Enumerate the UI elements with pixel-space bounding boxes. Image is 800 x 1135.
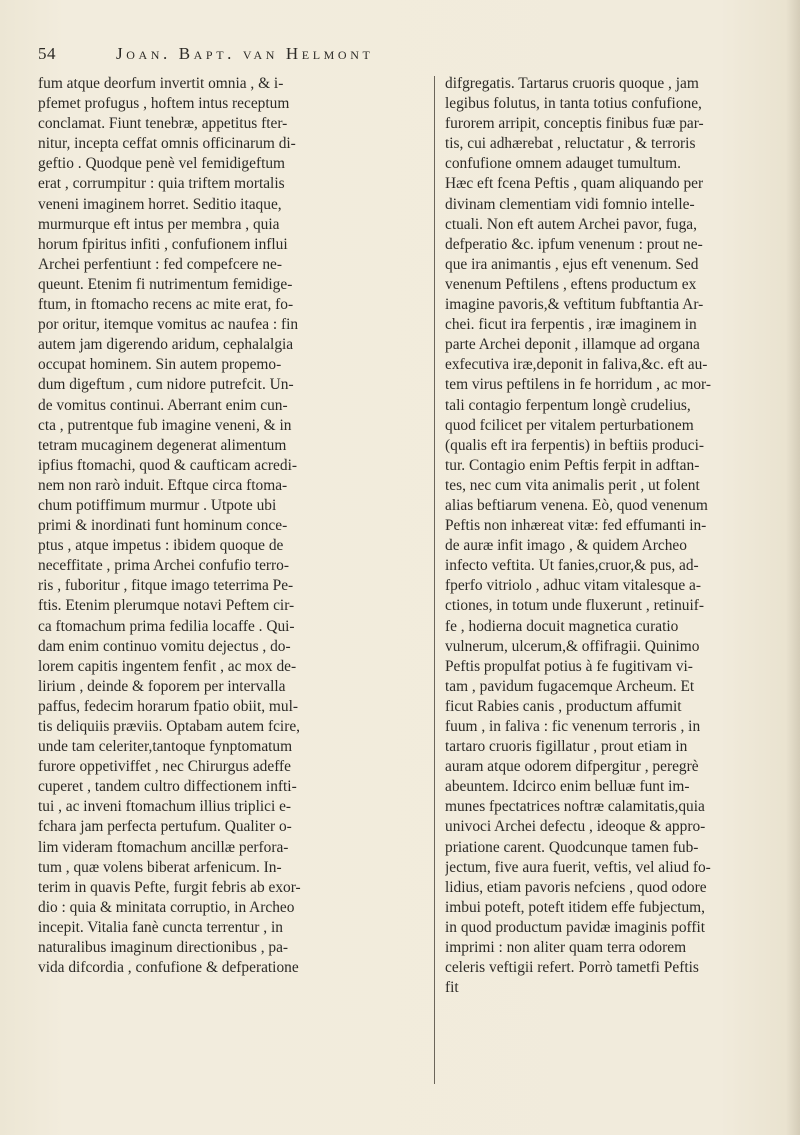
left-text-column (38, 74, 426, 978)
text-line: infecto veftita. Ut fanies,cruor,& pus, ad- (445, 557, 699, 575)
text-line: priatione carent. Quodcunque tamen fub- (445, 838, 699, 856)
text-line: cta , putrentque fub imagine veneni, & in (38, 416, 292, 434)
running-head: Joan. Bapt. van Helmont (116, 44, 374, 63)
text-line: quod fcilicet per vitalem perturbationem (445, 416, 694, 434)
text-line: tis deliquiis præviis. Optabam autem fcire, (38, 718, 301, 735)
text-line: ficut Rabies canis , productum affumit (445, 697, 682, 715)
text-line: Archei perfentiunt : fed compefcere ne- (38, 255, 282, 273)
text-line: murmurque eft intus per membra , quia (38, 215, 280, 233)
text-line: geftio . Quodque penè vel femidigeftum (38, 155, 286, 173)
text-line: nitur, incepta ceffat omnis officinarum di- (38, 135, 296, 153)
text-line: ftum, in ftomacho recens ac mite erat, fo- (38, 296, 294, 314)
text-line: fperfo vitriolo , adhuc vitam vitalesque a- (445, 577, 701, 595)
text-line: munes fpectatrices noftræ calamitatis,quia (445, 798, 705, 816)
text-line: imbui poteft, poteft itidem effe fubjectum, (445, 898, 706, 916)
text-line: tam , pavidum fugacemque Archeum. Et (445, 677, 695, 695)
text-line: ctuali. Non eft autem Archei pavor, fuga, (445, 215, 697, 233)
column-divider (434, 76, 435, 1084)
right-text-column (445, 74, 800, 998)
text-line: in quod productum pavidæ imaginis poffit (445, 918, 706, 936)
text-line: tetram mucaginem degenerat alimentum (38, 436, 287, 454)
text-line: defperatio &c. ipfum venenum : prout ne- (445, 235, 703, 253)
text-line: fum atque deorfum invertit omnia , & i- (38, 75, 284, 92)
text-line: ftis. Etenim plerumque notavi Peftem cir- (38, 597, 295, 615)
text-line: imagine pavoris,& veftitum fubftantia Ar- (445, 296, 704, 314)
text-line: terim in quavis Pefte, furgit febris ab exor- (38, 878, 301, 896)
text-line: furorem arripit, conceptis finibus fuæ par- (445, 115, 704, 133)
text-line: paffus, fedecim horarum fpatio obiit, mul- (38, 697, 299, 715)
text-line: jectum, five aura fuerit, veftis, vel aliud fo- (445, 858, 711, 876)
text-line: parte Archei deponit , illamque ad organa (445, 336, 700, 354)
text-line: ipfius ftomachi, quod & caufticam acredi- (38, 456, 297, 474)
text-line: fchara jam perfecta pertufum. Qualiter o- (38, 818, 292, 836)
text-line: erat , corrumpitur : quia triftem mortalis (38, 175, 285, 193)
text-line: lidius, etiam pavoris nefciens , quod odore (445, 878, 707, 896)
text-line: por oritur, itemque vomitus ac naufea : fin (38, 316, 299, 334)
text-line: chei. ficut ira ferpentis , iræ imaginem in (445, 316, 697, 334)
text-line: (qualis eft ira ferpentis) in beftiis produci- (445, 436, 704, 454)
text-line: tur. Contagio enim Peftis ferpit in adftan- (445, 456, 700, 474)
text-line: vida difcordia , confufione & defperatione (38, 959, 299, 977)
text-line: venenum Peftilens , eftens productum ex (445, 275, 697, 293)
text-line: fe , hodierna docuit magnetica curatio (445, 617, 679, 635)
text-line: fit (445, 979, 459, 997)
text-line: de auræ infit imago , & quidem Archeo (445, 537, 687, 555)
text-line: occupat hominem. Sin autem propemo- (38, 356, 282, 374)
text-line: primi & inordinati funt hominum conce- (38, 517, 288, 535)
text-line: neceffitate , prima Archei confufio terro- (38, 557, 289, 575)
text-line: fuum , in faliva : fic venenum terroris , in (445, 718, 701, 735)
text-line: dam enim continuo vomitu dejectus , do- (38, 637, 291, 655)
text-line: tui , ac inveni ftomachum illius triplici e- (38, 798, 292, 816)
page-number: 54 (38, 44, 56, 63)
text-line: tum , quæ volens biberat arfenicum. In- (38, 858, 282, 876)
text-line: naturalibus imaginum directionibus , pa- (38, 939, 289, 957)
text-line: chum potiffimum murmur . Utpote ubi (38, 496, 277, 514)
text-line: de vomitus continui. Aberrant enim cun- (38, 396, 288, 414)
text-line: univoci Archei defectu , ideoque & appro- (445, 818, 706, 836)
text-line: horum fpiritus infiti , confufionem influi (38, 235, 288, 253)
text-line: ctiones, in totum unde fluxerunt , retinuif- (445, 597, 705, 615)
text-line: legibus folutus, in tanta totius confufione, (445, 95, 702, 113)
page-header (38, 44, 728, 70)
text-line: nem non rarò induit. Eftque circa ftoma- (38, 476, 288, 494)
text-line: ris , fuboritur , fitque imago teterrima Pe- (38, 577, 294, 595)
text-line: tis, cui adhærebat , reluctatur , & terroris (445, 135, 696, 153)
text-line: imprimi : non aliter quam terra odorem (445, 939, 687, 957)
text-line: furore oppetiviffet , nec Chirurgus adeffe (38, 758, 292, 776)
text-line: lirium , deinde & foporem per intervalla (38, 677, 286, 695)
text-line: tem virus peftilens in fe horridum , ac mor- (445, 376, 711, 394)
text-line: abeuntem. Idcirco enim belluæ funt im- (445, 778, 690, 796)
text-line: lorem capitis ingentem fenfit , ac mox de- (38, 657, 297, 675)
text-line: alias beftiarum venena. Eò, quod venenum (445, 496, 708, 514)
text-line: confufione omnem adauget tumultum. (445, 155, 681, 173)
text-line: dio : quia & minitata corruptio, in Archeo (38, 898, 295, 916)
text-line: pfemet profugus , hoftem intus receptum (38, 95, 290, 113)
text-line: difgregatis. Tartarus cruoris quoque , jam (445, 75, 699, 92)
text-line: Hæc eft fcena Peftis , quam aliquando per (445, 175, 704, 193)
text-line: tali contagio ferpentum longè crudelius, (445, 396, 691, 414)
text-line: conclamat. Fiunt tenebræ, appetitus fter- (38, 115, 288, 133)
text-line: tes, nec cum vita animalis perit , ut folent (445, 476, 700, 494)
text-line: ptus , atque impetus : ibidem quoque de (38, 537, 284, 555)
text-line: divinam clementiam vidi fomnio intelle- (445, 195, 695, 213)
text-line: cuperet , tandem cultro diffectionem infti- (38, 778, 297, 796)
text-line: auram atque odorem difpergitur , peregrè (445, 758, 699, 776)
text-line: incepit. Vitalia fanè cuncta terrentur , in (38, 918, 283, 936)
text-line: exfecutiva iræ,deponit in faliva,&c. eft au- (445, 356, 708, 374)
text-line: veneni imaginem horret. Seditio itaque, (38, 195, 282, 213)
text-line: que ira animantis , ejus eft venenum. Sed (445, 255, 699, 273)
text-line: celeris veftigii refert. Porrò tametfi Peftis (445, 959, 699, 977)
text-line: dum digeftum , cum nidore putrefcit. Un- (38, 376, 294, 394)
text-line: Peftis non inhæreat vitæ: fed effumanti in- (445, 517, 707, 535)
text-line: vulnerum, ulcerum,& offifragii. Quinimo (445, 637, 700, 655)
page-edge-shadow (786, 0, 800, 1135)
text-line: tartaro cruoris figillatur , prout etiam in (445, 738, 688, 756)
text-line: Peftis propulfat potius à fe fugitivam vi- (445, 657, 693, 675)
text-line: autem jam digerendo aridum, cephalalgia (38, 336, 294, 354)
text-line: unde tam celeriter,tantoque fynptomatum (38, 738, 293, 756)
text-line: queunt. Etenim fi nutrimentum femidige- (38, 275, 293, 293)
text-line: ca ftomachum prima fedilia locaffe . Qui- (38, 617, 295, 635)
text-line: lim videram ftomachum ancillæ perfora- (38, 838, 289, 856)
